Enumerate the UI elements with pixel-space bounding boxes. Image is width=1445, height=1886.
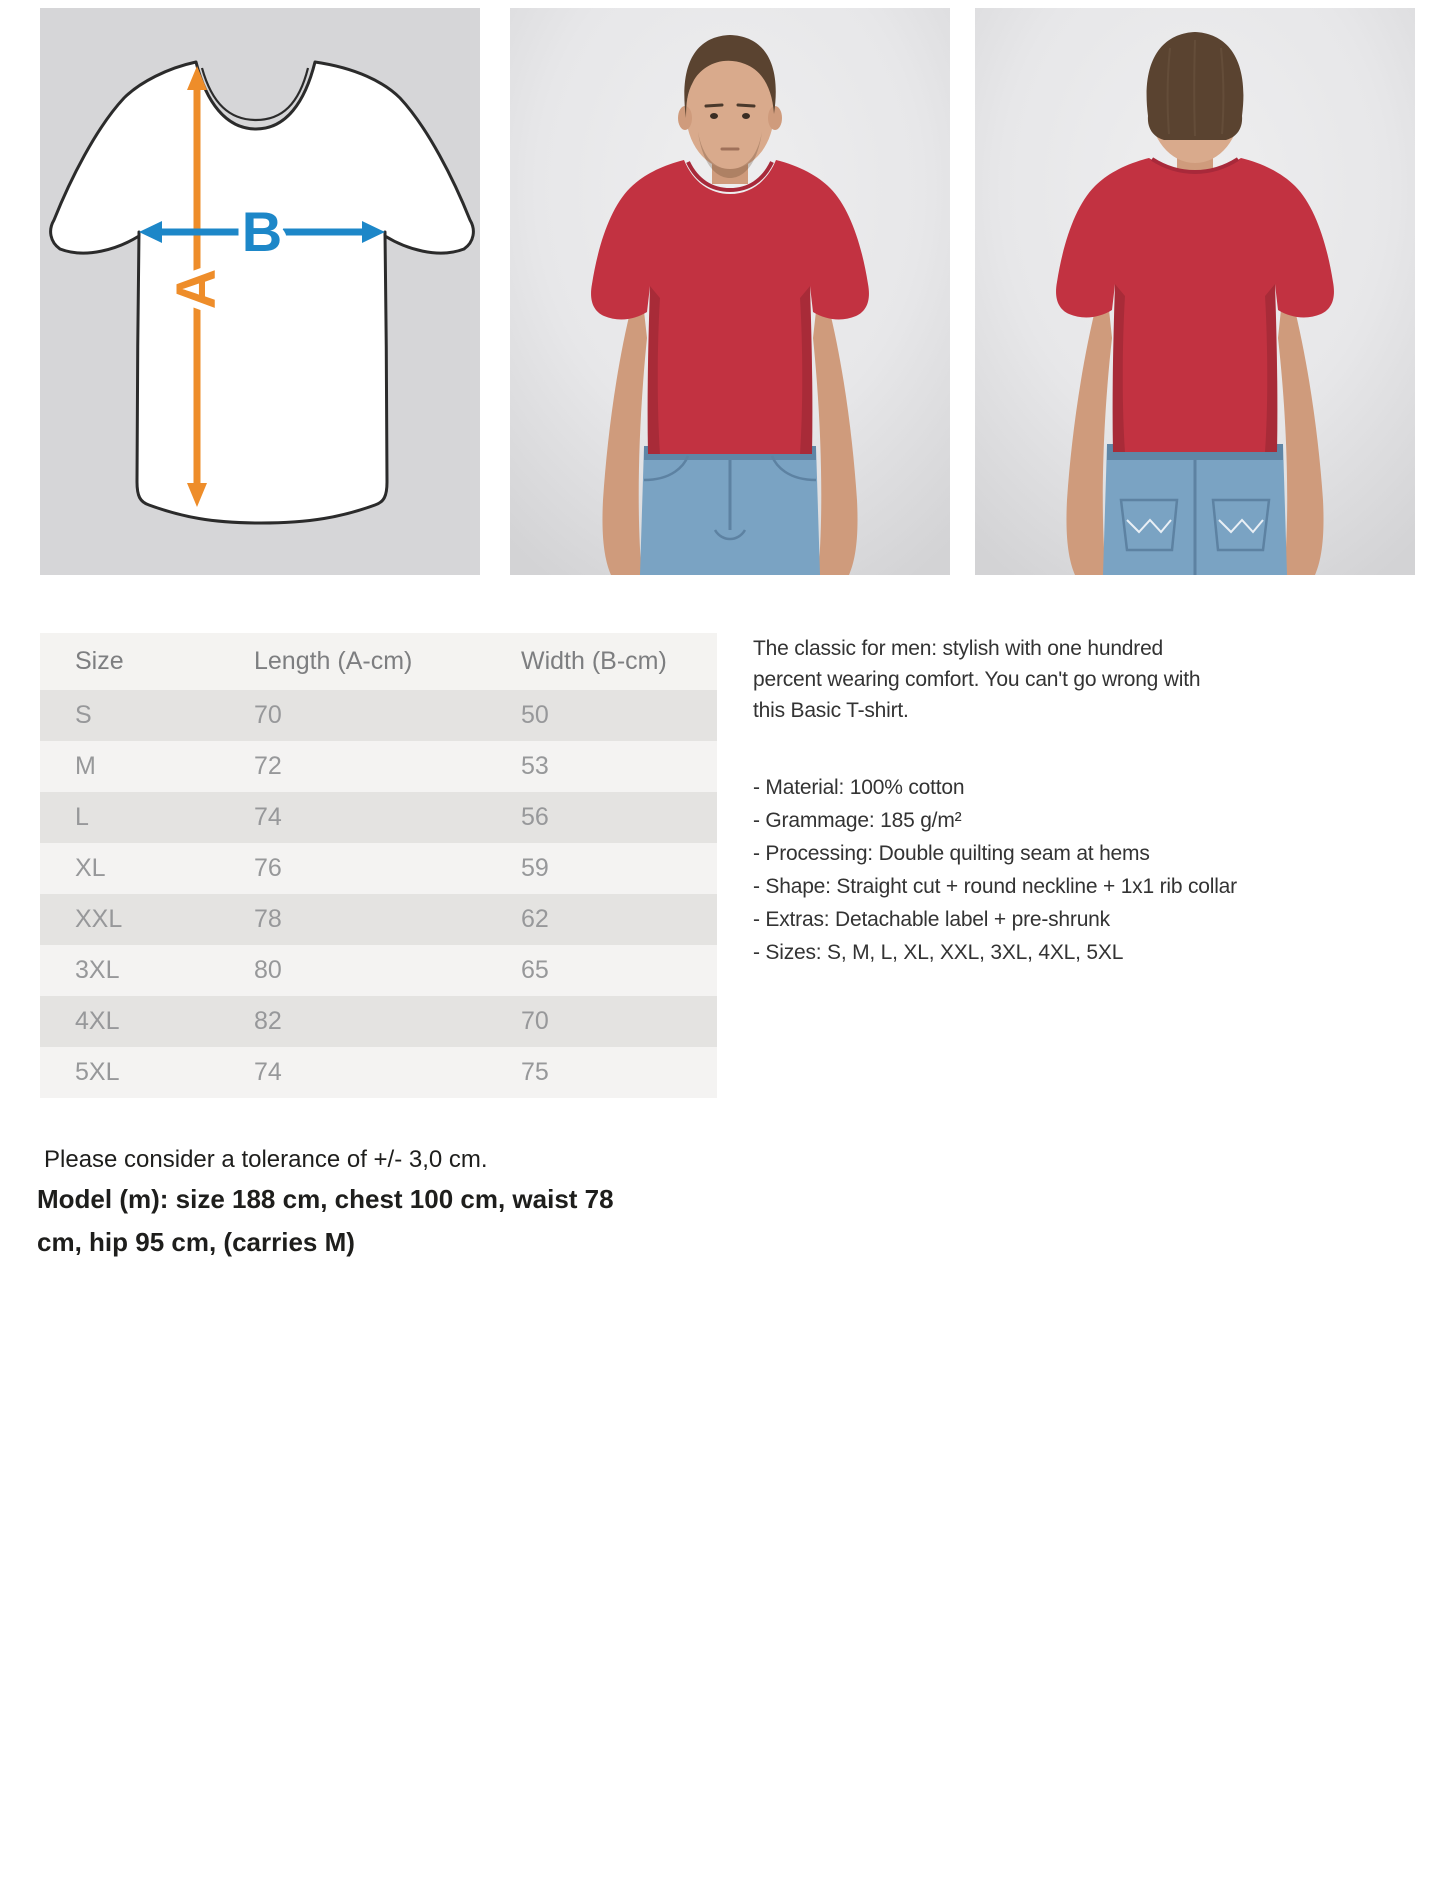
tshirt-measurement-diagram bbox=[40, 8, 480, 575]
bullet-extras: - Extras: Detachable label + pre-shrunk bbox=[753, 908, 1110, 931]
bullet-sizes: - Sizes: S, M, L, XL, XXL, 3XL, 4XL, 5XL bbox=[753, 941, 1124, 964]
model-photo-back bbox=[975, 8, 1415, 575]
cell-size: XXL bbox=[75, 905, 123, 933]
jeans-front bbox=[640, 446, 820, 575]
column-header-width: Width (B-cm) bbox=[520, 633, 717, 690]
cell-size: 5XL bbox=[75, 1058, 120, 1086]
bullet-processing: - Processing: Double quilting seam at hems bbox=[753, 842, 1150, 865]
jeans-back bbox=[1103, 444, 1287, 575]
cell-size: L bbox=[75, 803, 89, 831]
cell-length: 70 bbox=[254, 701, 282, 729]
column-header-size: Size bbox=[40, 633, 253, 690]
model-measurements-note: Model (m): size 188 cm, chest 100 cm, waist 78 cm, hip 95 cm, (carries M) bbox=[37, 1184, 614, 1257]
model-photo-front bbox=[510, 8, 950, 575]
tolerance-note: Please consider a tolerance of +/- 3,0 cm. bbox=[44, 1146, 488, 1173]
size-chart-table bbox=[40, 633, 717, 1098]
description-intro: The classic for men: stylish with one hundred percent wearing comfort. You can't go wrong with this Basic T-shirt. bbox=[753, 637, 1201, 722]
cell-length: 74 bbox=[254, 803, 282, 831]
length-label-a: A bbox=[164, 268, 227, 310]
bullet-material: - Material: 100% cotton bbox=[753, 776, 965, 799]
cell-size: 3XL bbox=[75, 956, 120, 984]
cell-size: 4XL bbox=[75, 1007, 120, 1035]
tshirt-diagram-graphic bbox=[40, 8, 480, 575]
cell-length: 78 bbox=[254, 905, 282, 933]
table-header-row bbox=[40, 633, 717, 690]
column-header-length: Length (A-cm) bbox=[253, 633, 520, 690]
description-bullet-list bbox=[753, 771, 1415, 969]
cell-width: 75 bbox=[521, 1058, 549, 1086]
width-label-b: B bbox=[241, 200, 283, 263]
table-row bbox=[40, 843, 717, 894]
table-row bbox=[40, 690, 717, 741]
table-row bbox=[40, 894, 717, 945]
table-row bbox=[40, 741, 717, 792]
model-back-graphic bbox=[975, 8, 1415, 575]
table-row bbox=[40, 792, 717, 843]
cell-length: 76 bbox=[254, 854, 282, 882]
cell-length: 72 bbox=[254, 752, 282, 780]
cell-length: 80 bbox=[254, 956, 282, 984]
cell-size: XL bbox=[75, 854, 106, 882]
cell-length: 74 bbox=[254, 1058, 282, 1086]
table-row bbox=[40, 996, 717, 1047]
table-row bbox=[40, 1047, 717, 1098]
model-front-graphic bbox=[510, 8, 950, 575]
bullet-grammage: - Grammage: 185 g/m² bbox=[753, 809, 962, 832]
cell-width: 53 bbox=[521, 752, 549, 780]
cell-length: 82 bbox=[254, 1007, 282, 1035]
cell-width: 65 bbox=[521, 956, 549, 984]
measurement-notes bbox=[37, 1145, 637, 1264]
table-row bbox=[40, 945, 717, 996]
cell-width: 50 bbox=[521, 701, 549, 729]
bullet-shape: - Shape: Straight cut + round neckline + 1x1 rib collar bbox=[753, 875, 1237, 898]
cell-width: 62 bbox=[521, 905, 549, 933]
cell-width: 70 bbox=[521, 1007, 549, 1035]
cell-width: 59 bbox=[521, 854, 549, 882]
product-description bbox=[753, 633, 1415, 969]
cell-width: 56 bbox=[521, 803, 549, 831]
cell-size: S bbox=[75, 701, 92, 729]
cell-size: M bbox=[75, 752, 96, 780]
